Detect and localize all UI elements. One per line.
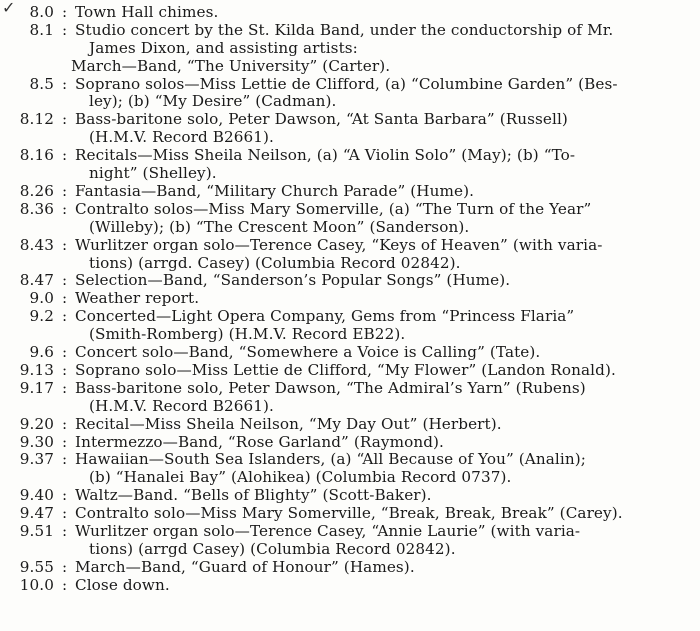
- program-time: 8.36: [19, 199, 54, 218]
- program-time: 9.2: [29, 307, 54, 326]
- program-time: 9.0: [29, 289, 54, 308]
- program-description: Hawaiian—South Sea Islanders, (a) “All Because of You” (Analin);: [75, 450, 586, 469]
- program-entry: [14, 451, 694, 487]
- pencil-tick-mark: ✓: [2, 0, 16, 17]
- program-description: Concert solo—Band, “Somewhere a Voice is Calling” (Tate).: [75, 343, 541, 362]
- time-separator: :: [62, 343, 68, 362]
- program-entry: [14, 183, 694, 201]
- time-separator: :: [62, 271, 68, 290]
- program-description: Bass-baritone solo, Peter Dawson, “At Santa Barbara” (Russell): [75, 110, 568, 129]
- time-separator: :: [62, 181, 68, 200]
- program-entry: [14, 505, 694, 523]
- program-description: Recitals—Miss Sheila Neilson, (a) “A Violin Solo” (May); (b) “To-: [75, 146, 576, 165]
- program-description: Selection—Band, “Sanderson’s Popular Songs” (Hume).: [75, 271, 511, 290]
- program-description: Bass-baritone solo, Peter Dawson, “The Admiral’s Yarn” (Rubens): [75, 378, 586, 397]
- program-time: 9.6: [29, 343, 54, 362]
- time-separator: :: [62, 504, 68, 523]
- program-description-continued: (b) “Hanalei Bay” (Alohikea) (Columbia Record 0737).: [89, 468, 512, 487]
- program-entry: [14, 434, 694, 452]
- program-entry: [14, 577, 694, 595]
- program-time: 8.5: [29, 74, 54, 93]
- program-time: 8.47: [19, 271, 54, 290]
- time-separator: :: [62, 3, 68, 21]
- program-entry: [14, 308, 694, 344]
- program-description: Waltz—Band. “Bells of Blighty” (Scott-Baker).: [75, 486, 432, 505]
- program-description: Intermezzo—Band, “Rose Garland” (Raymond).: [75, 432, 444, 451]
- program-description: Wurlitzer organ solo—Terence Casey, “Annie Laurie” (with varia-: [75, 521, 581, 540]
- time-separator: :: [62, 450, 68, 469]
- program-description: Contralto solo—Miss Mary Somerville, “Break, Break, Break” (Carey).: [75, 504, 623, 523]
- time-separator: :: [62, 486, 68, 505]
- program-entry: [14, 380, 694, 416]
- time-separator: :: [62, 414, 68, 433]
- program-time: 9.40: [19, 486, 54, 505]
- program-time: 9.30: [19, 432, 54, 451]
- time-separator: :: [62, 575, 68, 594]
- time-separator: :: [62, 289, 68, 308]
- program-time: 9.51: [19, 521, 54, 540]
- program-description: Studio concert by the St. Kilda Band, under the conductorship of Mr.: [75, 20, 614, 39]
- time-separator: :: [62, 432, 68, 451]
- program-description: Concerted—Light Opera Company, Gems from “Princess Flaria”: [75, 307, 575, 326]
- program-time: 9.55: [19, 557, 54, 576]
- time-separator: :: [62, 146, 68, 165]
- program-description: Soprano solo—Miss Lettie de Clifford, “My Flower” (Landon Ronald).: [75, 360, 616, 379]
- program-description-continued: (H.M.V. Record B2661).: [89, 128, 274, 147]
- time-separator: :: [62, 110, 68, 129]
- program-description-continued: tions) (arrgd. Casey) (Columbia Record 02842).: [89, 253, 461, 272]
- program-description: Recital—Miss Sheila Neilson, “My Day Out” (Herbert).: [75, 414, 502, 433]
- program-time: 9.47: [19, 504, 54, 523]
- program-entry: [14, 487, 694, 505]
- time-separator: :: [62, 199, 68, 218]
- program-entry: [14, 290, 694, 308]
- program-description-continued: night” (Shelley).: [89, 164, 217, 183]
- program-entry: [14, 344, 694, 362]
- program-time: 9.37: [19, 450, 54, 469]
- time-separator: :: [62, 360, 68, 379]
- time-separator: :: [62, 557, 68, 576]
- program-sub-item: March—Band, “The University” (Carter).: [71, 56, 391, 75]
- program-description: Wurlitzer organ solo—Terence Casey, “Keys of Heaven” (with varia-: [75, 235, 603, 254]
- program-entry: [14, 4, 694, 22]
- time-separator: :: [62, 20, 68, 39]
- program-description-continued: ley); (b) “My Desire” (Cadman).: [89, 92, 337, 111]
- program-entry: [14, 272, 694, 290]
- program-entry: [14, 147, 694, 183]
- program-time: 9.13: [19, 360, 54, 379]
- program-description-continued: tions) (arrgd Casey) (Columbia Record 02842).: [89, 539, 456, 558]
- program-entry: [14, 76, 694, 112]
- program-time: 10.0: [19, 575, 54, 594]
- time-separator: :: [62, 307, 68, 326]
- program-entry: [14, 523, 694, 559]
- time-separator: :: [62, 521, 68, 540]
- program-description: Town Hall chimes.: [75, 3, 219, 21]
- program-time: 9.17: [19, 378, 54, 397]
- program-entry: [14, 111, 694, 147]
- program-description: Weather report.: [75, 289, 200, 308]
- program-entry: [14, 237, 694, 273]
- program-time: 8.1: [29, 20, 54, 39]
- program-entry: [14, 416, 694, 434]
- program-entry: [14, 362, 694, 380]
- radio-program-list: [14, 4, 694, 595]
- program-description: Contralto solos—Miss Mary Somerville, (a) “The Turn of the Year”: [75, 199, 592, 218]
- program-description: Soprano solos—Miss Lettie de Clifford, (a) “Columbine Garden” (Bes-: [75, 74, 618, 93]
- program-description: Close down.: [75, 575, 170, 594]
- program-entry: [14, 559, 694, 577]
- program-time: 8.0: [29, 3, 54, 21]
- program-description-continued: James Dixon, and assisting artists:: [89, 38, 358, 57]
- program-time: 8.26: [19, 181, 54, 200]
- time-separator: :: [62, 235, 68, 254]
- time-separator: :: [62, 378, 68, 397]
- program-description-continued: (Smith-Romberg) (H.M.V. Record EB22).: [89, 325, 406, 344]
- program-time: 8.43: [19, 235, 54, 254]
- program-description-continued: (Willeby); (b) “The Crescent Moon” (Sanderson).: [89, 217, 470, 236]
- time-separator: :: [62, 74, 68, 93]
- program-description: March—Band, “Guard of Honour” (Hames).: [75, 557, 415, 576]
- program-time: 8.16: [19, 146, 54, 165]
- program-description-continued: (H.M.V. Record B2661).: [89, 396, 274, 415]
- program-time: 9.20: [19, 414, 54, 433]
- program-description: Fantasia—Band, “Military Church Parade” (Hume).: [75, 181, 475, 200]
- program-entry: [14, 201, 694, 237]
- program-time: 8.12: [19, 110, 54, 129]
- program-entry: [14, 22, 694, 76]
